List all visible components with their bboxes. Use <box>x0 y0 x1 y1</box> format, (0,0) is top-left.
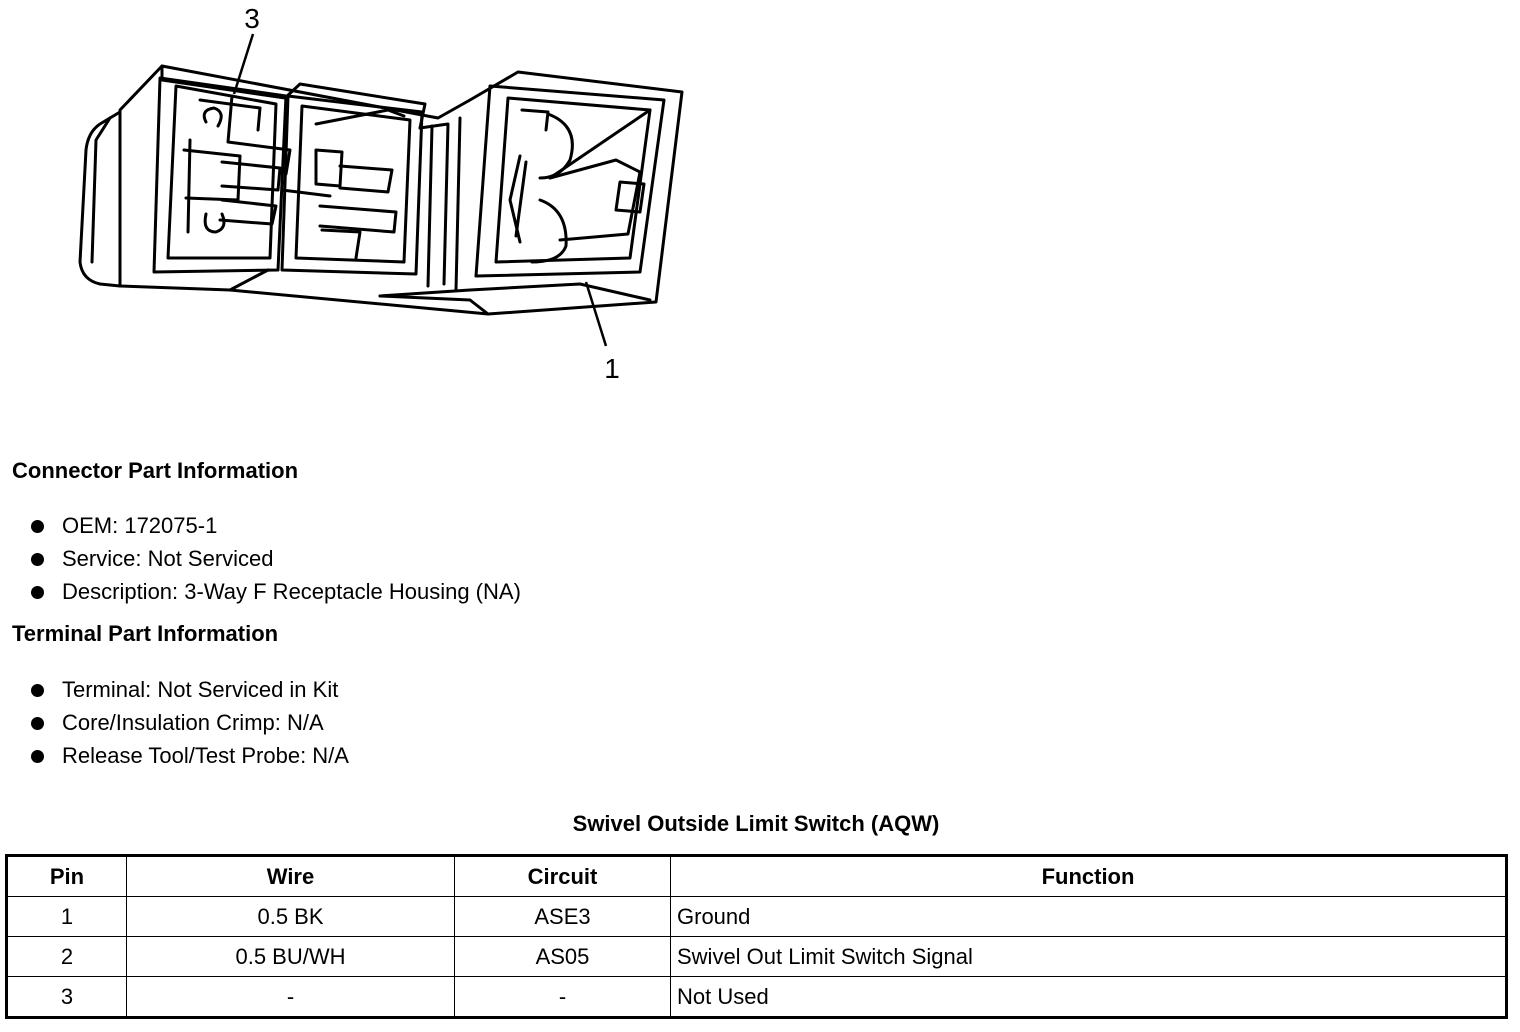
list-item <box>28 509 521 542</box>
list-item <box>28 575 521 608</box>
header-circuit: Circuit <box>455 856 671 897</box>
cell-circuit: - <box>455 977 671 1018</box>
table-row <box>7 937 1507 977</box>
list-item-text: Service: Not Serviced <box>62 546 274 571</box>
cell-function: Swivel Out Limit Switch Signal <box>671 937 1507 977</box>
bullet-icon <box>31 750 44 763</box>
list-item-text: Terminal: Not Serviced in Kit <box>62 677 339 702</box>
table-header-row <box>7 856 1507 897</box>
table-title: Swivel Outside Limit Switch (AQW) <box>572 811 940 836</box>
callout-1-leader <box>586 282 606 346</box>
list-item <box>28 706 349 739</box>
list-item <box>28 739 349 772</box>
terminal-part-heading: Terminal Part Information <box>12 621 279 646</box>
cell-function: Not Used <box>671 977 1507 1018</box>
bullet-icon <box>31 586 44 599</box>
cell-function: Ground <box>671 897 1507 937</box>
bullet-icon <box>31 717 44 730</box>
connector-part-heading: Connector Part Information <box>12 458 299 483</box>
cell-pin: 1 <box>7 897 127 937</box>
list-item-text: Description: 3-Way F Receptacle Housing (NA) <box>62 579 521 604</box>
cell-pin: 3 <box>7 977 127 1018</box>
list-item <box>28 542 521 575</box>
callout-3-leader <box>234 34 253 94</box>
list-item-text: Core/Insulation Crimp: N/A <box>62 710 324 735</box>
cell-wire: 0.5 BK <box>127 897 455 937</box>
terminal-part-list <box>28 673 349 772</box>
callout-label-3: 3 <box>244 3 260 34</box>
header-wire: Wire <box>127 856 455 897</box>
table-row <box>7 977 1507 1018</box>
list-item-text: OEM: 172075-1 <box>62 513 218 538</box>
bullet-icon <box>31 520 44 533</box>
pinout-table <box>5 854 1508 1019</box>
callout-label-1: 1 <box>604 353 620 384</box>
cell-pin: 2 <box>7 937 127 977</box>
connector-part-list <box>28 509 521 608</box>
cell-wire: - <box>127 977 455 1018</box>
cell-circuit: ASE3 <box>455 897 671 937</box>
bullet-icon <box>31 684 44 697</box>
connector-diagram <box>0 0 700 400</box>
cell-circuit: AS05 <box>455 937 671 977</box>
table-row <box>7 897 1507 937</box>
header-function: Function <box>671 856 1507 897</box>
bullet-icon <box>31 553 44 566</box>
header-pin: Pin <box>7 856 127 897</box>
list-item <box>28 673 349 706</box>
cell-wire: 0.5 BU/WH <box>127 937 455 977</box>
list-item-text: Release Tool/Test Probe: N/A <box>62 743 349 768</box>
